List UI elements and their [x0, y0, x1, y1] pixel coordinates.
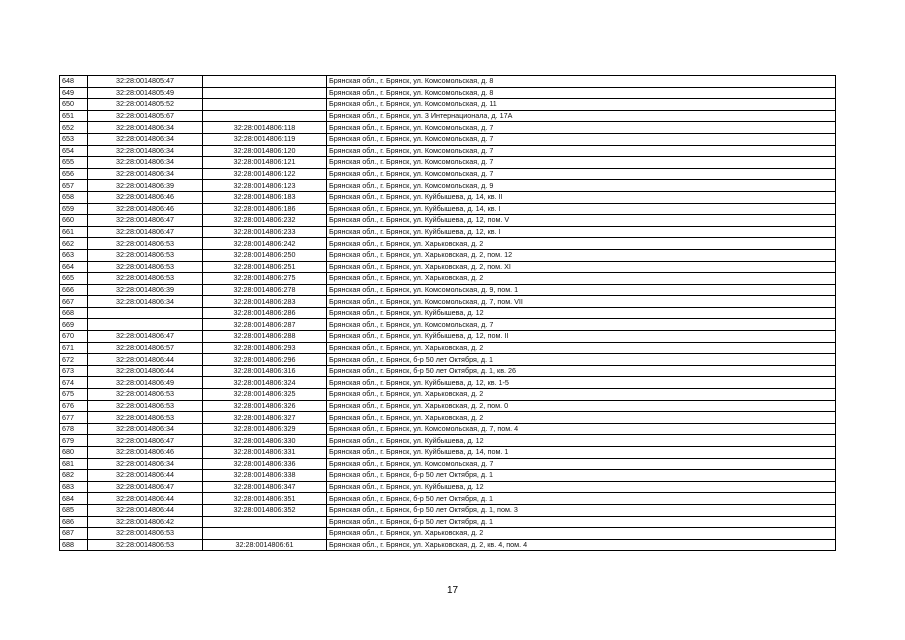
row-number-cell: 686 [60, 516, 88, 528]
row-number-cell: 659 [60, 203, 88, 215]
table-row [60, 481, 836, 493]
object-cadastral-number-cell: 32:28:0014806:122 [203, 168, 327, 180]
address-cell: Брянская обл., г. Брянск, ул. Харьковская, д. 2 [327, 528, 836, 540]
parcel-cadastral-number-cell: 32:28:0014806:46 [88, 447, 203, 459]
object-cadastral-number-cell: 32:28:0014806:242 [203, 238, 327, 250]
row-number-cell: 665 [60, 273, 88, 285]
row-number-cell: 676 [60, 400, 88, 412]
object-cadastral-number-cell: 32:28:0014806:232 [203, 215, 327, 227]
table-row [60, 528, 836, 540]
table-row [60, 539, 836, 551]
table-row [60, 516, 836, 528]
parcel-cadastral-number-cell: 32:28:0014806:53 [88, 238, 203, 250]
row-number-cell: 648 [60, 76, 88, 88]
address-cell: Брянская обл., г. Брянск, б-р 50 лет Октября, д. 1 [327, 516, 836, 528]
row-number-cell: 655 [60, 157, 88, 169]
row-number-cell: 670 [60, 331, 88, 343]
address-cell: Брянская обл., г. Брянск, ул. Куйбышева, д. 14, кв. II [327, 191, 836, 203]
parcel-cadastral-number-cell: 32:28:0014806:46 [88, 191, 203, 203]
object-cadastral-number-cell: 32:28:0014806:296 [203, 354, 327, 366]
table-row [60, 191, 836, 203]
parcel-cadastral-number-cell: 32:28:0014805:52 [88, 99, 203, 111]
parcel-cadastral-number-cell: 32:28:0014806:53 [88, 412, 203, 424]
table-row [60, 238, 836, 250]
object-cadastral-number-cell: 32:28:0014806:327 [203, 412, 327, 424]
parcel-cadastral-number-cell: 32:28:0014806:39 [88, 180, 203, 192]
table-row [60, 470, 836, 482]
row-number-cell: 684 [60, 493, 88, 505]
table-row [60, 226, 836, 238]
parcel-cadastral-number-cell: 32:28:0014806:34 [88, 168, 203, 180]
table-row [60, 122, 836, 134]
row-number-cell: 666 [60, 284, 88, 296]
table-row [60, 296, 836, 308]
table-row [60, 261, 836, 273]
parcel-cadastral-number-cell: 32:28:0014805:49 [88, 87, 203, 99]
object-cadastral-number-cell: 32:28:0014806:123 [203, 180, 327, 192]
object-cadastral-number-cell: 32:28:0014806:233 [203, 226, 327, 238]
table-row [60, 319, 836, 331]
object-cadastral-number-cell: 32:28:0014806:338 [203, 470, 327, 482]
table-row [60, 354, 836, 366]
address-cell: Брянская обл., г. Брянск, б-р 50 лет Октября, д. 1, кв. 26 [327, 365, 836, 377]
address-cell: Брянская обл., г. Брянск, ул. Комсомольская, д. 7 [327, 122, 836, 134]
table-row [60, 400, 836, 412]
address-cell: Брянская обл., г. Брянск, ул. Комсомольская, д. 7 [327, 319, 836, 331]
address-cell: Брянская обл., г. Брянск, б-р 50 лет Октября, д. 1 [327, 470, 836, 482]
parcel-cadastral-number-cell: 32:28:0014806:53 [88, 400, 203, 412]
table-row [60, 87, 836, 99]
address-cell: Брянская обл., г. Брянск, ул. Харьковская, д. 2 [327, 389, 836, 401]
object-cadastral-number-cell: 32:28:0014806:278 [203, 284, 327, 296]
address-cell: Брянская обл., г. Брянск, ул. Куйбышева, д. 14, кв. I [327, 203, 836, 215]
table-row [60, 504, 836, 516]
address-cell: Брянская обл., г. Брянск, ул. Куйбышева, д. 12 [327, 481, 836, 493]
table-row [60, 389, 836, 401]
object-cadastral-number-cell: 32:28:0014806:250 [203, 249, 327, 261]
object-cadastral-number-cell: 32:28:0014806:351 [203, 493, 327, 505]
row-number-cell: 687 [60, 528, 88, 540]
address-cell: Брянская обл., г. Брянск, б-р 50 лет Октября, д. 1 [327, 354, 836, 366]
address-cell: Брянская обл., г. Брянск, б-р 50 лет Октября, д. 1 [327, 493, 836, 505]
parcel-cadastral-number-cell: 32:28:0014806:53 [88, 389, 203, 401]
object-cadastral-number-cell: 32:28:0014806:330 [203, 435, 327, 447]
table-row [60, 342, 836, 354]
object-cadastral-number-cell: 32:28:0014806:186 [203, 203, 327, 215]
address-cell: Брянская обл., г. Брянск, ул. Харьковская, д. 2, пом. 0 [327, 400, 836, 412]
address-cell: Брянская обл., г. Брянск, ул. 3 Интернационала, д. 17А [327, 110, 836, 122]
row-number-cell: 662 [60, 238, 88, 250]
parcel-cadastral-number-cell: 32:28:0014806:39 [88, 284, 203, 296]
object-cadastral-number-cell: 32:28:0014806:61 [203, 539, 327, 551]
object-cadastral-number-cell: 32:28:0014806:347 [203, 481, 327, 493]
object-cadastral-number-cell: 32:28:0014806:352 [203, 504, 327, 516]
row-number-cell: 649 [60, 87, 88, 99]
address-cell: Брянская обл., г. Брянск, ул. Куйбышева, д. 12, пом. II [327, 331, 836, 343]
object-cadastral-number-cell: 32:28:0014806:329 [203, 423, 327, 435]
parcel-cadastral-number-cell: 32:28:0014806:53 [88, 539, 203, 551]
table-row [60, 447, 836, 459]
parcel-cadastral-number-cell: 32:28:0014806:49 [88, 377, 203, 389]
row-number-cell: 682 [60, 470, 88, 482]
row-number-cell: 685 [60, 504, 88, 516]
address-cell: Брянская обл., г. Брянск, ул. Харьковская, д. 2 [327, 238, 836, 250]
address-cell: Брянская обл., г. Брянск, ул. Комсомольская, д. 7 [327, 133, 836, 145]
address-cell: Брянская обл., г. Брянск, ул. Харьковская, д. 2, пом. XI [327, 261, 836, 273]
object-cadastral-number-cell: 32:28:0014806:288 [203, 331, 327, 343]
row-number-cell: 651 [60, 110, 88, 122]
parcel-cadastral-number-cell: 32:28:0014806:34 [88, 122, 203, 134]
parcel-cadastral-number-cell: 32:28:0014806:47 [88, 481, 203, 493]
object-cadastral-number-cell: 32:28:0014806:326 [203, 400, 327, 412]
row-number-cell: 653 [60, 133, 88, 145]
address-cell: Брянская обл., г. Брянск, ул. Комсомольская, д. 8 [327, 76, 836, 88]
row-number-cell: 657 [60, 180, 88, 192]
row-number-cell: 688 [60, 539, 88, 551]
table-row [60, 215, 836, 227]
table-row [60, 307, 836, 319]
row-number-cell: 677 [60, 412, 88, 424]
address-cell: Брянская обл., г. Брянск, ул. Куйбышева, д. 12 [327, 435, 836, 447]
address-cell: Брянская обл., г. Брянск, ул. Комсомольская, д. 7 [327, 157, 836, 169]
row-number-cell: 668 [60, 307, 88, 319]
address-cell: Брянская обл., г. Брянск, ул. Комсомольская, д. 7, пом. VII [327, 296, 836, 308]
row-number-cell: 671 [60, 342, 88, 354]
row-number-cell: 683 [60, 481, 88, 493]
table-row [60, 273, 836, 285]
row-number-cell: 669 [60, 319, 88, 331]
object-cadastral-number-cell: 32:28:0014806:121 [203, 157, 327, 169]
object-cadastral-number-cell: 32:28:0014806:286 [203, 307, 327, 319]
row-number-cell: 674 [60, 377, 88, 389]
page-number: 17 [446, 585, 459, 596]
row-number-cell: 658 [60, 191, 88, 203]
address-cell: Брянская обл., г. Брянск, ул. Комсомольская, д. 7 [327, 168, 836, 180]
row-number-cell: 675 [60, 389, 88, 401]
table-row [60, 423, 836, 435]
address-cell: Брянская обл., г. Брянск, ул. Харьковская, д. 2, пом. 12 [327, 249, 836, 261]
table-row [60, 377, 836, 389]
object-cadastral-number-cell: 32:28:0014806:331 [203, 447, 327, 459]
table-row [60, 99, 836, 111]
row-number-cell: 667 [60, 296, 88, 308]
parcel-cadastral-number-cell: 32:28:0014806:44 [88, 354, 203, 366]
object-cadastral-number-cell: 32:28:0014806:251 [203, 261, 327, 273]
parcel-cadastral-number-cell: 32:28:0014806:47 [88, 226, 203, 238]
parcel-cadastral-number-cell: 32:28:0014806:42 [88, 516, 203, 528]
table-row [60, 157, 836, 169]
row-number-cell: 652 [60, 122, 88, 134]
object-cadastral-number-cell [203, 87, 327, 99]
row-number-cell: 660 [60, 215, 88, 227]
table-row [60, 435, 836, 447]
parcel-cadastral-number-cell: 32:28:0014805:67 [88, 110, 203, 122]
parcel-cadastral-number-cell: 32:28:0014806:53 [88, 273, 203, 285]
parcel-cadastral-number-cell: 32:28:0014806:57 [88, 342, 203, 354]
address-cell: Брянская обл., г. Брянск, ул. Комсомольская, д. 9 [327, 180, 836, 192]
address-cell: Брянская обл., г. Брянск, ул. Харьковская, д. 2, кв. 4, пом. 4 [327, 539, 836, 551]
parcel-cadastral-number-cell: 32:28:0014806:34 [88, 157, 203, 169]
row-number-cell: 654 [60, 145, 88, 157]
table-row [60, 110, 836, 122]
table-row [60, 76, 836, 88]
object-cadastral-number-cell: 32:28:0014806:183 [203, 191, 327, 203]
registry-table-body [60, 76, 836, 551]
row-number-cell: 663 [60, 249, 88, 261]
row-number-cell: 681 [60, 458, 88, 470]
row-number-cell: 664 [60, 261, 88, 273]
parcel-cadastral-number-cell: 32:28:0014806:46 [88, 203, 203, 215]
object-cadastral-number-cell: 32:28:0014806:118 [203, 122, 327, 134]
table-row [60, 249, 836, 261]
parcel-cadastral-number-cell: 32:28:0014806:34 [88, 458, 203, 470]
parcel-cadastral-number-cell: 32:28:0014806:53 [88, 261, 203, 273]
address-cell: Брянская обл., г. Брянск, ул. Куйбышева, д. 12, пом. V [327, 215, 836, 227]
table-row [60, 365, 836, 377]
table-row [60, 458, 836, 470]
object-cadastral-number-cell [203, 76, 327, 88]
parcel-cadastral-number-cell: 32:28:0014806:47 [88, 331, 203, 343]
table-row [60, 145, 836, 157]
address-cell: Брянская обл., г. Брянск, ул. Куйбышева, д. 14, пом. 1 [327, 447, 836, 459]
parcel-cadastral-number-cell [88, 319, 203, 331]
address-cell: Брянская обл., г. Брянск, ул. Харьковская, д. 2 [327, 273, 836, 285]
parcel-cadastral-number-cell: 32:28:0014806:47 [88, 435, 203, 447]
row-number-cell: 672 [60, 354, 88, 366]
parcel-cadastral-number-cell: 32:28:0014806:53 [88, 528, 203, 540]
row-number-cell: 656 [60, 168, 88, 180]
registry-table [59, 75, 836, 551]
parcel-cadastral-number-cell: 32:28:0014806:53 [88, 249, 203, 261]
parcel-cadastral-number-cell: 32:28:0014806:44 [88, 470, 203, 482]
object-cadastral-number-cell [203, 528, 327, 540]
object-cadastral-number-cell: 32:28:0014806:275 [203, 273, 327, 285]
parcel-cadastral-number-cell: 32:28:0014806:44 [88, 493, 203, 505]
address-cell: Брянская обл., г. Брянск, ул. Комсомольская, д. 8 [327, 87, 836, 99]
object-cadastral-number-cell: 32:28:0014806:316 [203, 365, 327, 377]
address-cell: Брянская обл., г. Брянск, ул. Куйбышева, д. 12, кв. I [327, 226, 836, 238]
table-row [60, 331, 836, 343]
table-row [60, 203, 836, 215]
table-row [60, 412, 836, 424]
object-cadastral-number-cell: 32:28:0014806:120 [203, 145, 327, 157]
parcel-cadastral-number-cell: 32:28:0014806:44 [88, 504, 203, 516]
parcel-cadastral-number-cell: 32:28:0014806:44 [88, 365, 203, 377]
object-cadastral-number-cell: 32:28:0014806:119 [203, 133, 327, 145]
address-cell: Брянская обл., г. Брянск, ул. Харьковская, д. 2 [327, 412, 836, 424]
address-cell: Брянская обл., г. Брянск, б-р 50 лет Октября, д. 1, пом. 3 [327, 504, 836, 516]
table-row [60, 168, 836, 180]
parcel-cadastral-number-cell: 32:28:0014805:47 [88, 76, 203, 88]
table-row [60, 133, 836, 145]
parcel-cadastral-number-cell: 32:28:0014806:47 [88, 215, 203, 227]
parcel-cadastral-number-cell: 32:28:0014806:34 [88, 145, 203, 157]
object-cadastral-number-cell: 32:28:0014806:287 [203, 319, 327, 331]
address-cell: Брянская обл., г. Брянск, ул. Куйбышева, д. 12, кв. 1-5 [327, 377, 836, 389]
object-cadastral-number-cell [203, 99, 327, 111]
object-cadastral-number-cell: 32:28:0014806:336 [203, 458, 327, 470]
address-cell: Брянская обл., г. Брянск, ул. Комсомольская, д. 7 [327, 145, 836, 157]
row-number-cell: 679 [60, 435, 88, 447]
address-cell: Брянская обл., г. Брянск, ул. Харьковская, д. 2 [327, 342, 836, 354]
object-cadastral-number-cell: 32:28:0014806:293 [203, 342, 327, 354]
parcel-cadastral-number-cell: 32:28:0014806:34 [88, 423, 203, 435]
object-cadastral-number-cell: 32:28:0014806:283 [203, 296, 327, 308]
address-cell: Брянская обл., г. Брянск, ул. Комсомольская, д. 7 [327, 458, 836, 470]
table-row [60, 493, 836, 505]
address-cell: Брянская обл., г. Брянск, ул. Комсомольская, д. 7, пом. 4 [327, 423, 836, 435]
row-number-cell: 678 [60, 423, 88, 435]
parcel-cadastral-number-cell: 32:28:0014806:34 [88, 296, 203, 308]
table-row [60, 180, 836, 192]
row-number-cell: 673 [60, 365, 88, 377]
object-cadastral-number-cell [203, 110, 327, 122]
row-number-cell: 661 [60, 226, 88, 238]
row-number-cell: 680 [60, 447, 88, 459]
address-cell: Брянская обл., г. Брянск, ул. Куйбышева, д. 12 [327, 307, 836, 319]
table-row [60, 284, 836, 296]
row-number-cell: 650 [60, 99, 88, 111]
object-cadastral-number-cell [203, 516, 327, 528]
object-cadastral-number-cell: 32:28:0014806:325 [203, 389, 327, 401]
address-cell: Брянская обл., г. Брянск, ул. Комсомольская, д. 11 [327, 99, 836, 111]
address-cell: Брянская обл., г. Брянск, ул. Комсомольская, д. 9, пом. 1 [327, 284, 836, 296]
parcel-cadastral-number-cell [88, 307, 203, 319]
parcel-cadastral-number-cell: 32:28:0014806:34 [88, 133, 203, 145]
object-cadastral-number-cell: 32:28:0014806:324 [203, 377, 327, 389]
